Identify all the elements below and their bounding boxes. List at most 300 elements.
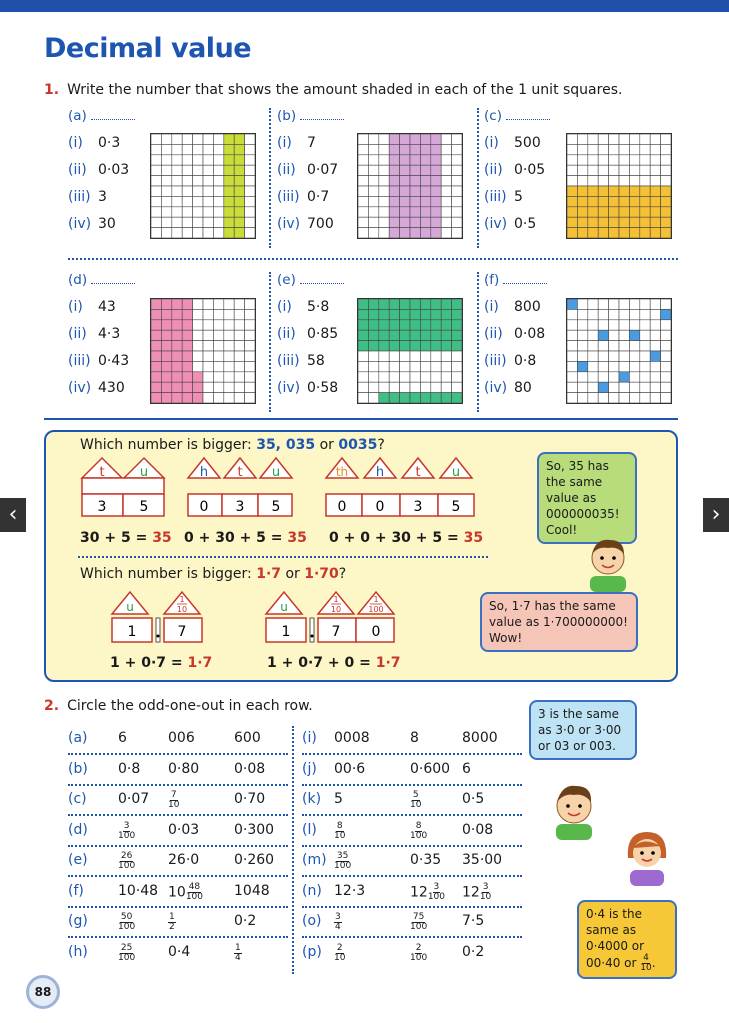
row-option[interactable]: 0·07 bbox=[118, 791, 150, 807]
row-option[interactable]: 006 bbox=[168, 730, 195, 746]
grid-cell bbox=[441, 186, 451, 196]
grid-cell bbox=[193, 320, 203, 330]
grid-cell bbox=[661, 341, 671, 351]
grid-cell bbox=[234, 134, 244, 144]
grid-cell bbox=[588, 299, 598, 309]
grid-cell bbox=[400, 176, 410, 186]
digit: 1 bbox=[281, 624, 291, 640]
grid-cell bbox=[161, 309, 171, 319]
grid-cell bbox=[452, 382, 462, 392]
grid-cell bbox=[379, 228, 389, 238]
grid-cell bbox=[420, 309, 430, 319]
grid-cell bbox=[389, 309, 399, 319]
divider bbox=[68, 845, 288, 847]
grid-cell bbox=[452, 217, 462, 227]
grid-cell bbox=[410, 361, 420, 371]
grid-cell bbox=[431, 217, 441, 227]
grid-cell bbox=[203, 330, 213, 340]
row-option[interactable]: 0008 bbox=[334, 730, 370, 746]
grid-cell bbox=[224, 320, 234, 330]
grid-cell bbox=[598, 144, 608, 154]
grid-cell bbox=[224, 299, 234, 309]
row-option[interactable]: 12 $\frac{3}{10}$ bbox=[462, 881, 492, 902]
grid-cell bbox=[151, 382, 161, 392]
grid-cell bbox=[619, 176, 629, 186]
grid-cell bbox=[224, 341, 234, 351]
row-option[interactable]: 0·2 bbox=[234, 913, 257, 929]
option[interactable]: (iv) 30 bbox=[68, 216, 116, 232]
grid-cell bbox=[640, 320, 650, 330]
grid-cell bbox=[598, 165, 608, 175]
grid-cell bbox=[629, 299, 639, 309]
divider bbox=[44, 418, 678, 420]
row-option[interactable]: $\frac{3}{100}$ bbox=[118, 820, 136, 841]
grid-cell bbox=[410, 382, 420, 392]
row-option[interactable]: 12·3 bbox=[334, 882, 366, 899]
row-label: (i) bbox=[302, 730, 317, 746]
grid-cell bbox=[650, 299, 660, 309]
option[interactable]: (iii) 0·8 bbox=[484, 353, 537, 369]
option[interactable]: (iv) 0·58 bbox=[277, 380, 339, 396]
row-option[interactable]: 0·4 bbox=[168, 943, 191, 960]
grid-cell bbox=[203, 134, 213, 144]
row-option[interactable]: $\frac{26}{100}$ bbox=[118, 851, 136, 871]
grid-cell bbox=[619, 330, 629, 340]
row-option[interactable]: 10·48 bbox=[118, 882, 159, 899]
grid-cell bbox=[400, 186, 410, 196]
grid-cell bbox=[629, 134, 639, 144]
grid-cell bbox=[650, 134, 660, 144]
grid-cell bbox=[598, 155, 608, 165]
grid-cell bbox=[640, 144, 650, 154]
grid-cell bbox=[400, 299, 410, 309]
row-option[interactable]: $\frac{25}{100}$ bbox=[118, 942, 136, 963]
grid-cell bbox=[619, 372, 629, 382]
grid-cell bbox=[441, 382, 451, 392]
grid-cell bbox=[213, 382, 223, 392]
grid-cell bbox=[182, 217, 192, 227]
row-option[interactable]: $\frac{5}{10}$ bbox=[410, 790, 422, 810]
grid-cell bbox=[224, 186, 234, 196]
grid-cell bbox=[193, 186, 203, 196]
grid-cell bbox=[358, 186, 368, 196]
row-option[interactable]: 1048 bbox=[234, 882, 270, 899]
unit-square-d bbox=[150, 298, 256, 404]
option[interactable]: (i) 0·3 bbox=[68, 135, 121, 151]
grid-cell bbox=[234, 155, 244, 165]
grid-cell bbox=[234, 320, 244, 330]
grid-cell bbox=[213, 134, 223, 144]
grid-cell bbox=[588, 361, 598, 371]
grid-cell bbox=[661, 393, 671, 403]
grid-cell bbox=[161, 351, 171, 361]
grid-cell bbox=[661, 176, 671, 186]
option[interactable]: (i) 5·8 bbox=[277, 299, 330, 315]
row-label: (g) bbox=[68, 913, 88, 929]
grid-cell bbox=[567, 155, 577, 165]
grid-cell bbox=[420, 372, 430, 382]
row-option[interactable]: 0·300 bbox=[234, 821, 275, 838]
place-label: u bbox=[139, 465, 149, 480]
row-option[interactable]: $\frac{35}{100}$ bbox=[334, 851, 352, 871]
grid-cell bbox=[234, 309, 244, 319]
digit: 3 bbox=[97, 499, 107, 515]
odd-one-out-row bbox=[68, 944, 308, 970]
grid-cell bbox=[358, 330, 368, 340]
grid-cell bbox=[368, 320, 378, 330]
grid-cell bbox=[172, 228, 182, 238]
grid-cell bbox=[661, 228, 671, 238]
grid-cell bbox=[420, 165, 430, 175]
grid-cell bbox=[213, 165, 223, 175]
place-label: 1 bbox=[373, 595, 379, 604]
grid-cell bbox=[410, 217, 420, 227]
grid-cell bbox=[588, 228, 598, 238]
grid-cell bbox=[389, 217, 399, 227]
grid-cell bbox=[389, 228, 399, 238]
grid-cell bbox=[609, 196, 619, 206]
option[interactable]: (iii) 5 bbox=[484, 189, 523, 205]
row-option[interactable]: 12 $\frac{3}{100}$ bbox=[410, 881, 446, 902]
option[interactable]: (ii) 0·07 bbox=[277, 162, 339, 178]
question-1: 1. Write the number that shows the amount shaded in each of the 1 unit squares. bbox=[44, 82, 623, 98]
divider bbox=[68, 784, 288, 786]
grid-cell bbox=[161, 134, 171, 144]
grid-cell bbox=[577, 207, 587, 217]
grid-cell bbox=[379, 320, 389, 330]
grid-cell bbox=[650, 372, 660, 382]
grid-cell bbox=[588, 155, 598, 165]
grid-cell bbox=[452, 155, 462, 165]
grid-cell bbox=[368, 165, 378, 175]
grid-cell bbox=[358, 351, 368, 361]
grid-cell bbox=[577, 144, 587, 154]
grid-cell bbox=[224, 155, 234, 165]
grid-cell bbox=[619, 186, 629, 196]
row-option[interactable]: 5 bbox=[334, 791, 343, 807]
grid-cell bbox=[598, 320, 608, 330]
grid-cell bbox=[619, 341, 629, 351]
option[interactable]: (iv) 700 bbox=[277, 216, 334, 232]
grid-cell bbox=[400, 382, 410, 392]
grid-cell bbox=[661, 372, 671, 382]
box-question-a: Which number is bigger: 35, 035 or 0035? bbox=[80, 437, 385, 453]
grid-cell bbox=[151, 309, 161, 319]
grid-cell bbox=[431, 393, 441, 403]
place-label: t bbox=[415, 465, 421, 480]
place-label: u bbox=[280, 600, 288, 614]
grid-cell bbox=[661, 382, 671, 392]
grid-cell bbox=[577, 299, 587, 309]
grid-cell bbox=[420, 186, 430, 196]
grid-cell bbox=[431, 155, 441, 165]
boy-character bbox=[548, 778, 600, 840]
row-label: (p) bbox=[302, 943, 322, 960]
speech-bubble-a: So, 35 has the same value as 000000035! Cool! bbox=[537, 452, 637, 544]
grid-cell bbox=[193, 330, 203, 340]
options-f bbox=[484, 294, 545, 402]
row-option[interactable]: $\frac{3}{4}$ bbox=[335, 912, 341, 932]
grid-cell bbox=[588, 309, 598, 319]
grid-cell bbox=[650, 330, 660, 340]
grid-cell bbox=[619, 382, 629, 392]
grid-cell bbox=[234, 351, 244, 361]
option[interactable]: (i) 7 bbox=[277, 135, 316, 151]
option[interactable]: (iv) 430 bbox=[68, 380, 125, 396]
divider bbox=[302, 906, 522, 908]
grid-cell bbox=[598, 361, 608, 371]
grid-cell bbox=[650, 361, 660, 371]
boy-character bbox=[582, 532, 634, 592]
grid-cell bbox=[441, 155, 451, 165]
grid-cell bbox=[640, 134, 650, 144]
next-page-button[interactable]: › bbox=[703, 498, 729, 532]
grid-cell bbox=[182, 309, 192, 319]
grid-cell bbox=[640, 309, 650, 319]
row-option[interactable]: 0·8 bbox=[118, 760, 141, 777]
row-option[interactable]: $\frac{7}{10}$ bbox=[168, 790, 180, 810]
row-option[interactable]: 0·08 bbox=[462, 821, 494, 838]
grid-cell bbox=[410, 176, 420, 186]
part-f-label: (f) bbox=[484, 272, 547, 288]
row-label: (n) bbox=[302, 882, 322, 899]
equation: 1 + 0·7 = 1·7 bbox=[110, 655, 213, 671]
grid-cell bbox=[213, 361, 223, 371]
place-label: t bbox=[237, 465, 243, 480]
grid-cell bbox=[193, 393, 203, 403]
row-option[interactable]: 0·80 bbox=[168, 760, 200, 777]
grid-cell bbox=[224, 309, 234, 319]
row-label: (k) bbox=[302, 791, 322, 807]
grid-cell bbox=[161, 361, 171, 371]
grid-cell bbox=[358, 382, 368, 392]
row-option[interactable]: $\frac{8}{10}$ bbox=[334, 820, 346, 841]
grid-cell bbox=[431, 309, 441, 319]
grid-cell bbox=[577, 341, 587, 351]
grid-cell bbox=[629, 372, 639, 382]
grid-cell bbox=[172, 299, 182, 309]
grid-cell bbox=[193, 217, 203, 227]
grid-cell bbox=[452, 299, 462, 309]
decimal-house-2 bbox=[262, 588, 402, 650]
place-value-house-thhtu bbox=[322, 456, 482, 522]
grid-cell bbox=[420, 299, 430, 309]
row-option[interactable]: 0·2 bbox=[462, 943, 485, 960]
digit: 0 bbox=[371, 624, 381, 640]
grid-cell bbox=[640, 372, 650, 382]
row-option[interactable]: 35·00 bbox=[462, 852, 503, 868]
grid-cell bbox=[358, 134, 368, 144]
grid-cell bbox=[441, 176, 451, 186]
row-option[interactable]: 8 bbox=[410, 730, 419, 746]
grid-cell bbox=[650, 207, 660, 217]
option[interactable]: (iv) 80 bbox=[484, 380, 532, 396]
grid-cell bbox=[609, 134, 619, 144]
prev-page-button[interactable]: ‹ bbox=[0, 498, 26, 532]
grid-cell bbox=[567, 341, 577, 351]
grid-cell bbox=[203, 393, 213, 403]
grid-cell bbox=[420, 144, 430, 154]
grid-cell bbox=[431, 144, 441, 154]
divider bbox=[68, 814, 288, 816]
grid-cell bbox=[193, 134, 203, 144]
option[interactable]: (i) 500 bbox=[484, 135, 541, 151]
grid-cell bbox=[588, 341, 598, 351]
row-option[interactable]: 00·6 bbox=[334, 760, 366, 777]
grid-cell bbox=[203, 309, 213, 319]
grid-cell bbox=[588, 165, 598, 175]
grid-cell bbox=[598, 372, 608, 382]
option[interactable]: (iii) 0·43 bbox=[68, 353, 130, 369]
grid-cell bbox=[609, 351, 619, 361]
row-option[interactable]: $\frac{75}{100}$ bbox=[410, 912, 428, 932]
place-label: h bbox=[375, 465, 385, 480]
part-d-label: (d) bbox=[68, 272, 135, 288]
option[interactable]: (iii) 3 bbox=[68, 189, 107, 205]
grid-cell bbox=[452, 330, 462, 340]
row-option[interactable]: $\frac{1}{4}$ bbox=[235, 942, 241, 963]
grid-cell bbox=[234, 382, 244, 392]
grid-cell bbox=[368, 330, 378, 340]
grid-cell bbox=[161, 155, 171, 165]
grid-cell bbox=[400, 207, 410, 217]
row-option[interactable]: 0·600 bbox=[410, 760, 451, 777]
grid-cell bbox=[400, 320, 410, 330]
grid-cell bbox=[441, 134, 451, 144]
row-option[interactable]: $\frac{50}{100}$ bbox=[118, 912, 136, 932]
option[interactable]: (iii) 0·7 bbox=[277, 189, 330, 205]
row-label: (d) bbox=[68, 821, 88, 838]
row-option[interactable]: 6 bbox=[118, 730, 127, 746]
row-option[interactable]: 0·5 bbox=[462, 791, 485, 807]
grid-cell bbox=[400, 134, 410, 144]
row-option[interactable]: 0·260 bbox=[234, 852, 275, 868]
divider bbox=[68, 258, 678, 260]
grid-cell bbox=[203, 217, 213, 227]
option[interactable]: (iv) 0·5 bbox=[484, 216, 537, 232]
option[interactable]: (ii) 0·85 bbox=[277, 326, 339, 342]
digit: 5 bbox=[271, 499, 281, 515]
grid-cell bbox=[452, 320, 462, 330]
options-e bbox=[277, 294, 338, 402]
grid-cell bbox=[650, 351, 660, 361]
grid-cell bbox=[161, 228, 171, 238]
grid-cell bbox=[182, 320, 192, 330]
option[interactable]: (iii) 58 bbox=[277, 353, 325, 369]
equation: 30 + 5 = 35 bbox=[80, 530, 172, 546]
row-option[interactable]: $\frac{8}{100}$ bbox=[410, 820, 428, 841]
grid-cell bbox=[640, 299, 650, 309]
grid-cell bbox=[358, 165, 368, 175]
digit: 0 bbox=[199, 499, 209, 515]
row-option[interactable]: 8000 bbox=[462, 730, 498, 746]
row-option[interactable]: 0·03 bbox=[168, 821, 200, 838]
option[interactable]: (ii) 0·03 bbox=[68, 162, 130, 178]
grid-cell bbox=[441, 196, 451, 206]
grid-cell bbox=[577, 228, 587, 238]
grid-cell bbox=[368, 207, 378, 217]
row-option[interactable]: 0·35 bbox=[410, 852, 442, 868]
grid-cell bbox=[389, 393, 399, 403]
grid-cell bbox=[151, 228, 161, 238]
grid-cell bbox=[661, 165, 671, 175]
grid-cell bbox=[213, 372, 223, 382]
grid-cell bbox=[172, 186, 182, 196]
option[interactable]: (ii) 0·05 bbox=[484, 162, 546, 178]
grid-cell bbox=[629, 320, 639, 330]
grid-cell bbox=[224, 134, 234, 144]
grid-cell bbox=[379, 299, 389, 309]
grid-cell bbox=[203, 176, 213, 186]
option[interactable]: (i) 43 bbox=[68, 299, 116, 315]
row-option[interactable]: $\frac{2}{100}$ bbox=[410, 942, 428, 963]
grid-cell bbox=[151, 196, 161, 206]
option[interactable]: (ii) 0·08 bbox=[484, 326, 546, 342]
grid-cell bbox=[588, 320, 598, 330]
grid-cell bbox=[567, 176, 577, 186]
row-option[interactable]: 26·0 bbox=[168, 852, 200, 868]
grid-cell bbox=[588, 217, 598, 227]
digit: 7 bbox=[177, 624, 187, 640]
grid-cell bbox=[234, 330, 244, 340]
grid-cell bbox=[441, 341, 451, 351]
grid-cell bbox=[358, 196, 368, 206]
grid-cell bbox=[161, 299, 171, 309]
grid-cell bbox=[151, 299, 161, 309]
grid-cell bbox=[213, 144, 223, 154]
girl-character bbox=[622, 824, 672, 886]
grid-cell bbox=[410, 155, 420, 165]
grid-cell bbox=[151, 134, 161, 144]
part-a-label: (a) bbox=[68, 108, 135, 124]
grid-cell bbox=[598, 207, 608, 217]
row-option[interactable]: 6 bbox=[462, 760, 471, 777]
grid-cell bbox=[245, 320, 255, 330]
grid-cell bbox=[650, 176, 660, 186]
grid-cell bbox=[234, 207, 244, 217]
option[interactable]: (ii) 4·3 bbox=[68, 326, 121, 342]
grid-cell bbox=[400, 165, 410, 175]
grid-cell bbox=[650, 144, 660, 154]
grid-cell bbox=[203, 382, 213, 392]
decimal-house-1 bbox=[108, 588, 208, 650]
grid-cell bbox=[410, 134, 420, 144]
row-option[interactable]: $\frac{2}{10}$ bbox=[334, 942, 346, 963]
grid-cell bbox=[629, 309, 639, 319]
divider bbox=[68, 906, 288, 908]
grid-cell bbox=[161, 196, 171, 206]
row-option[interactable]: 7·5 bbox=[462, 913, 485, 929]
grid-cell bbox=[619, 320, 629, 330]
row-option[interactable]: 0·08 bbox=[234, 760, 266, 777]
grid-cell bbox=[577, 393, 587, 403]
grid-cell bbox=[151, 320, 161, 330]
grid-cell bbox=[410, 186, 420, 196]
grid-cell bbox=[619, 144, 629, 154]
grid-cell bbox=[368, 144, 378, 154]
grid-cell bbox=[151, 144, 161, 154]
row-option[interactable]: 10 $\frac{48}{100}$ bbox=[168, 881, 204, 902]
option[interactable]: (i) 800 bbox=[484, 299, 541, 315]
grid-cell bbox=[567, 351, 577, 361]
grid-cell bbox=[410, 165, 420, 175]
grid-cell bbox=[224, 207, 234, 217]
grid-cell bbox=[182, 134, 192, 144]
divider bbox=[68, 875, 288, 877]
row-option[interactable]: 600 bbox=[234, 730, 261, 746]
row-option[interactable]: $\frac{1}{2}$ bbox=[169, 912, 175, 932]
row-option[interactable]: 0·70 bbox=[234, 791, 266, 807]
